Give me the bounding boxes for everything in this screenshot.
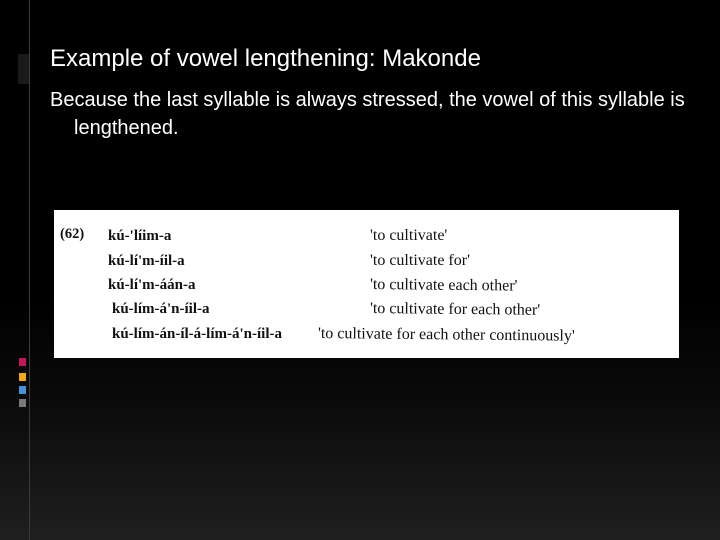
english-gloss: 'to cultivate' (370, 227, 448, 244)
makonde-form: kú-lí'm-íil-a (108, 253, 185, 269)
accent-marker-blue (19, 386, 26, 394)
example-number: (62) (60, 226, 85, 242)
accent-marker-pink (19, 358, 26, 366)
english-gloss: 'to cultivate for each other' (369, 300, 541, 319)
english-gloss: 'to cultivate each other' (369, 276, 518, 295)
english-gloss: 'to cultivate for each other continuously' (317, 325, 575, 345)
slide-body-text: Because the last syllable is always stressed, the vowel of this syllable is lengthened. (50, 89, 685, 139)
makonde-form: kú-lí'm-áán-a (108, 277, 196, 293)
title-accent-block (18, 54, 29, 84)
accent-marker-orange (19, 373, 26, 381)
makonde-form: kú-lím-á'n-íil-a (112, 301, 210, 317)
makonde-form: kú-'líim-a (108, 228, 172, 244)
makonde-form: kú-lím-án-íl-á-lím-á'n-íil-a (112, 326, 282, 342)
example-figure (54, 210, 679, 358)
slide-title: Example of vowel lengthening: Makonde (50, 45, 481, 72)
english-gloss: 'to cultivate for' (370, 252, 470, 269)
left-rail (29, 0, 30, 540)
accent-marker-gray (19, 399, 26, 407)
